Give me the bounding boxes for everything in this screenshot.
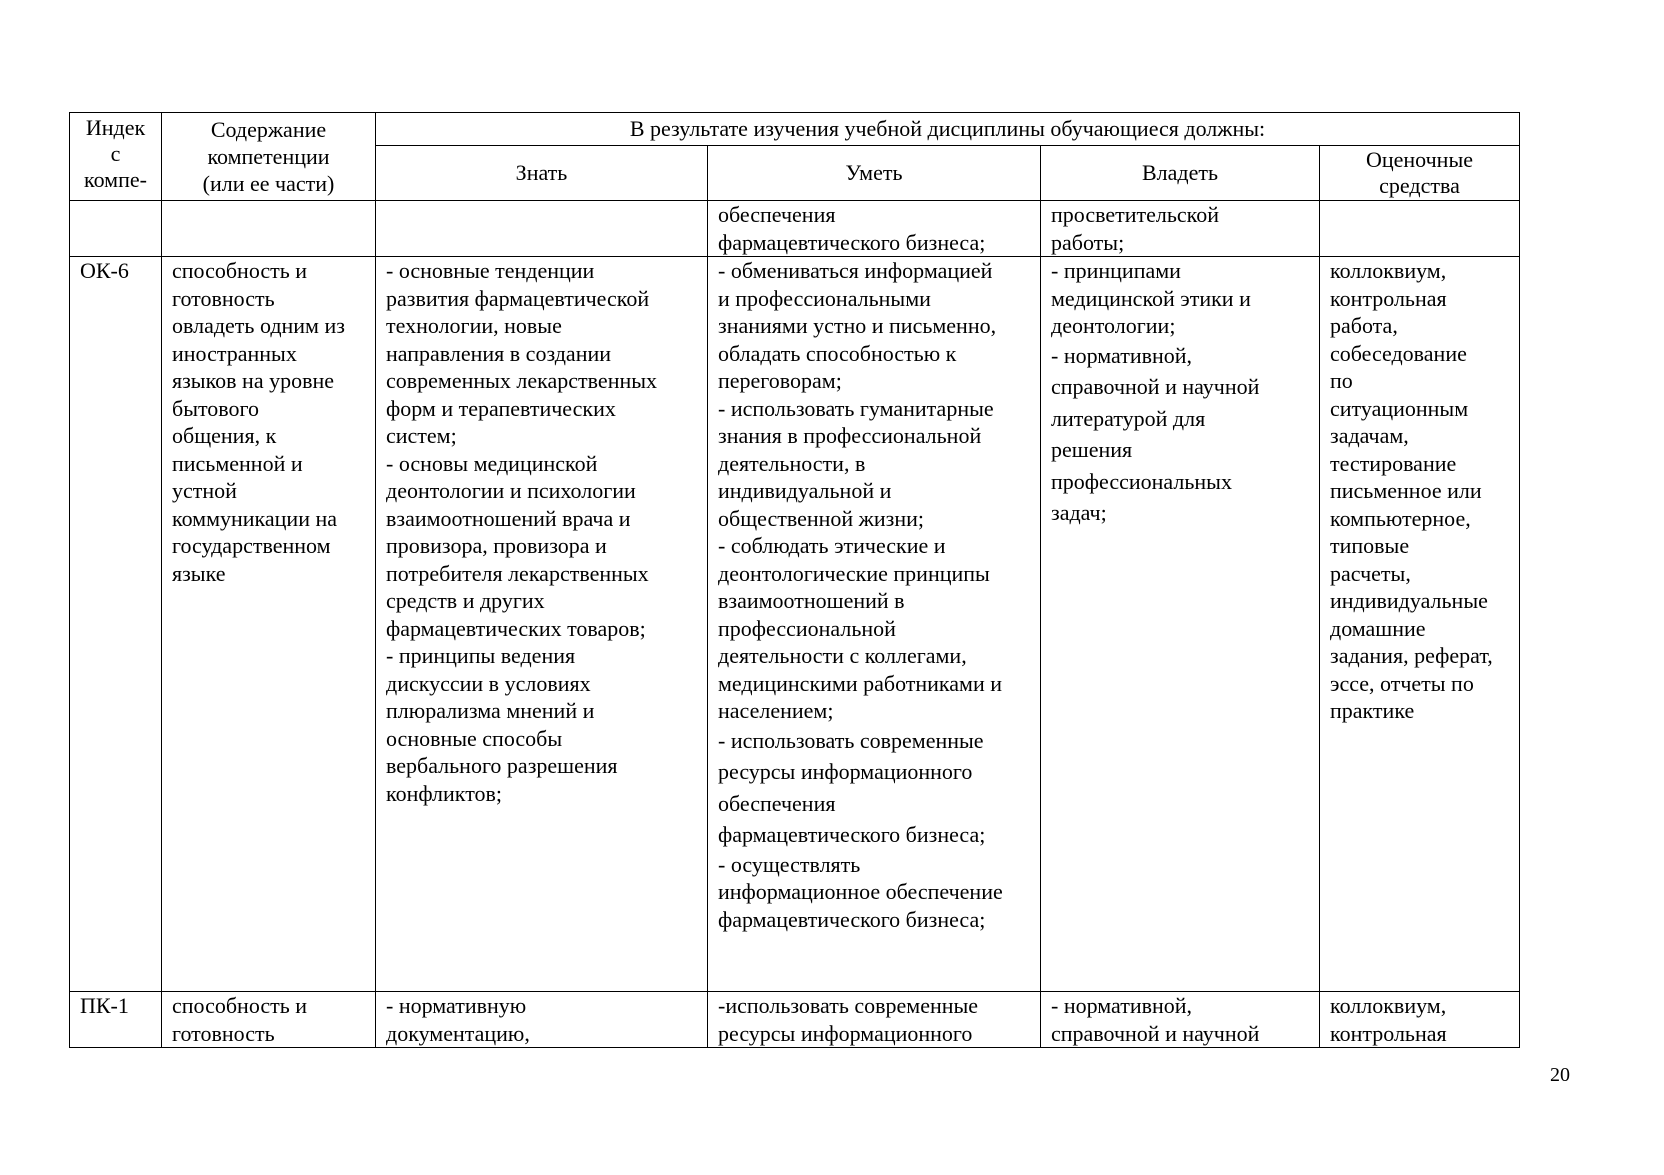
header-can: Уметь xyxy=(708,146,1041,201)
header-content: Содержание компетенции (или ее части) xyxy=(162,113,376,201)
cell-own xyxy=(1041,257,1320,992)
cell-own: - нормативной, справочной и научной xyxy=(1041,992,1320,1048)
table-header-row xyxy=(70,113,1520,146)
can-text-part-1: - обмениваться информацией и профессиональными знаниями устно и письменно, обладать способностью к переговорам; - использовать гуманитарные знания в профессиональной деятельности, в индивидуальной и общественной жизни; - соблюдать этические и деонтологические принципы взаимоотношений в профессиональной деятельности с коллегами, медицинскими работниками и населением; xyxy=(718,258,1003,723)
cell-content: способность и готовность овладеть одним из иностранных языков на уровне бытового общения, к письменной и устной коммуникации на государственном языке xyxy=(162,257,376,992)
table-row xyxy=(70,257,1520,992)
cell-assess xyxy=(1320,201,1520,257)
can-text-part-3: - осуществлять информационное обеспечение фармацевтического бизнеса; xyxy=(718,851,1003,932)
cell-assess: коллоквиум, контрольная xyxy=(1320,992,1520,1048)
header-index: Индек с компе- xyxy=(70,113,162,201)
cell-can: обеспечения фармацевтического бизнеса; xyxy=(708,201,1041,257)
table-row xyxy=(70,992,1520,1048)
own-text-part-2: - нормативной, справочной и научной литературой для решения профессиональных задач; xyxy=(1051,342,1260,525)
can-text-part-2: - использовать современные ресурсы информационного обеспечения фармацевтического бизнеса; xyxy=(718,727,986,847)
cell-can xyxy=(708,257,1041,992)
cell-index: ПК-1 xyxy=(70,992,162,1048)
own-text-part-1: - принципами медицинской этики и деонтологии; xyxy=(1051,258,1251,338)
cell-know: - основные тенденции развития фармацевтической технологии, новые направления в создании современных лекарственных форм и терапевтических систем; - основы медицинской деонтологии и психологии взаимоотношений врача и провизора, провизора и потребителя лекарственных средств и других фармацевтических товаров; - принципы ведения дискуссии в условиях плюрализма мнений и основные способы вербального разрешения конфликтов; xyxy=(376,257,708,992)
table-row xyxy=(70,201,1520,257)
cell-index: ОК-6 xyxy=(70,257,162,992)
cell-know: - нормативную документацию, xyxy=(376,992,708,1048)
competency-table xyxy=(69,112,1520,1048)
cell-own: просветительской работы; xyxy=(1041,201,1320,257)
cell-content xyxy=(162,201,376,257)
cell-content: способность и готовность xyxy=(162,992,376,1048)
header-assess: Оценочные средства xyxy=(1320,146,1520,201)
cell-can: -использовать современные ресурсы информационного xyxy=(708,992,1041,1048)
cell-know xyxy=(376,201,708,257)
header-own: Владеть xyxy=(1041,146,1320,201)
header-group: В результате изучения учебной дисциплины обучающиеся должны: xyxy=(376,113,1520,146)
cell-index xyxy=(70,201,162,257)
page-number: 20 xyxy=(1550,1064,1570,1086)
cell-assess: коллоквиум, контрольная работа, собеседование по ситуационным задачам, тестирование письменное или компьютерное, типовые расчеты, индивидуальные домашние задания, реферат, эссе, отчеты по практике xyxy=(1320,257,1520,992)
header-know: Знать xyxy=(376,146,708,201)
